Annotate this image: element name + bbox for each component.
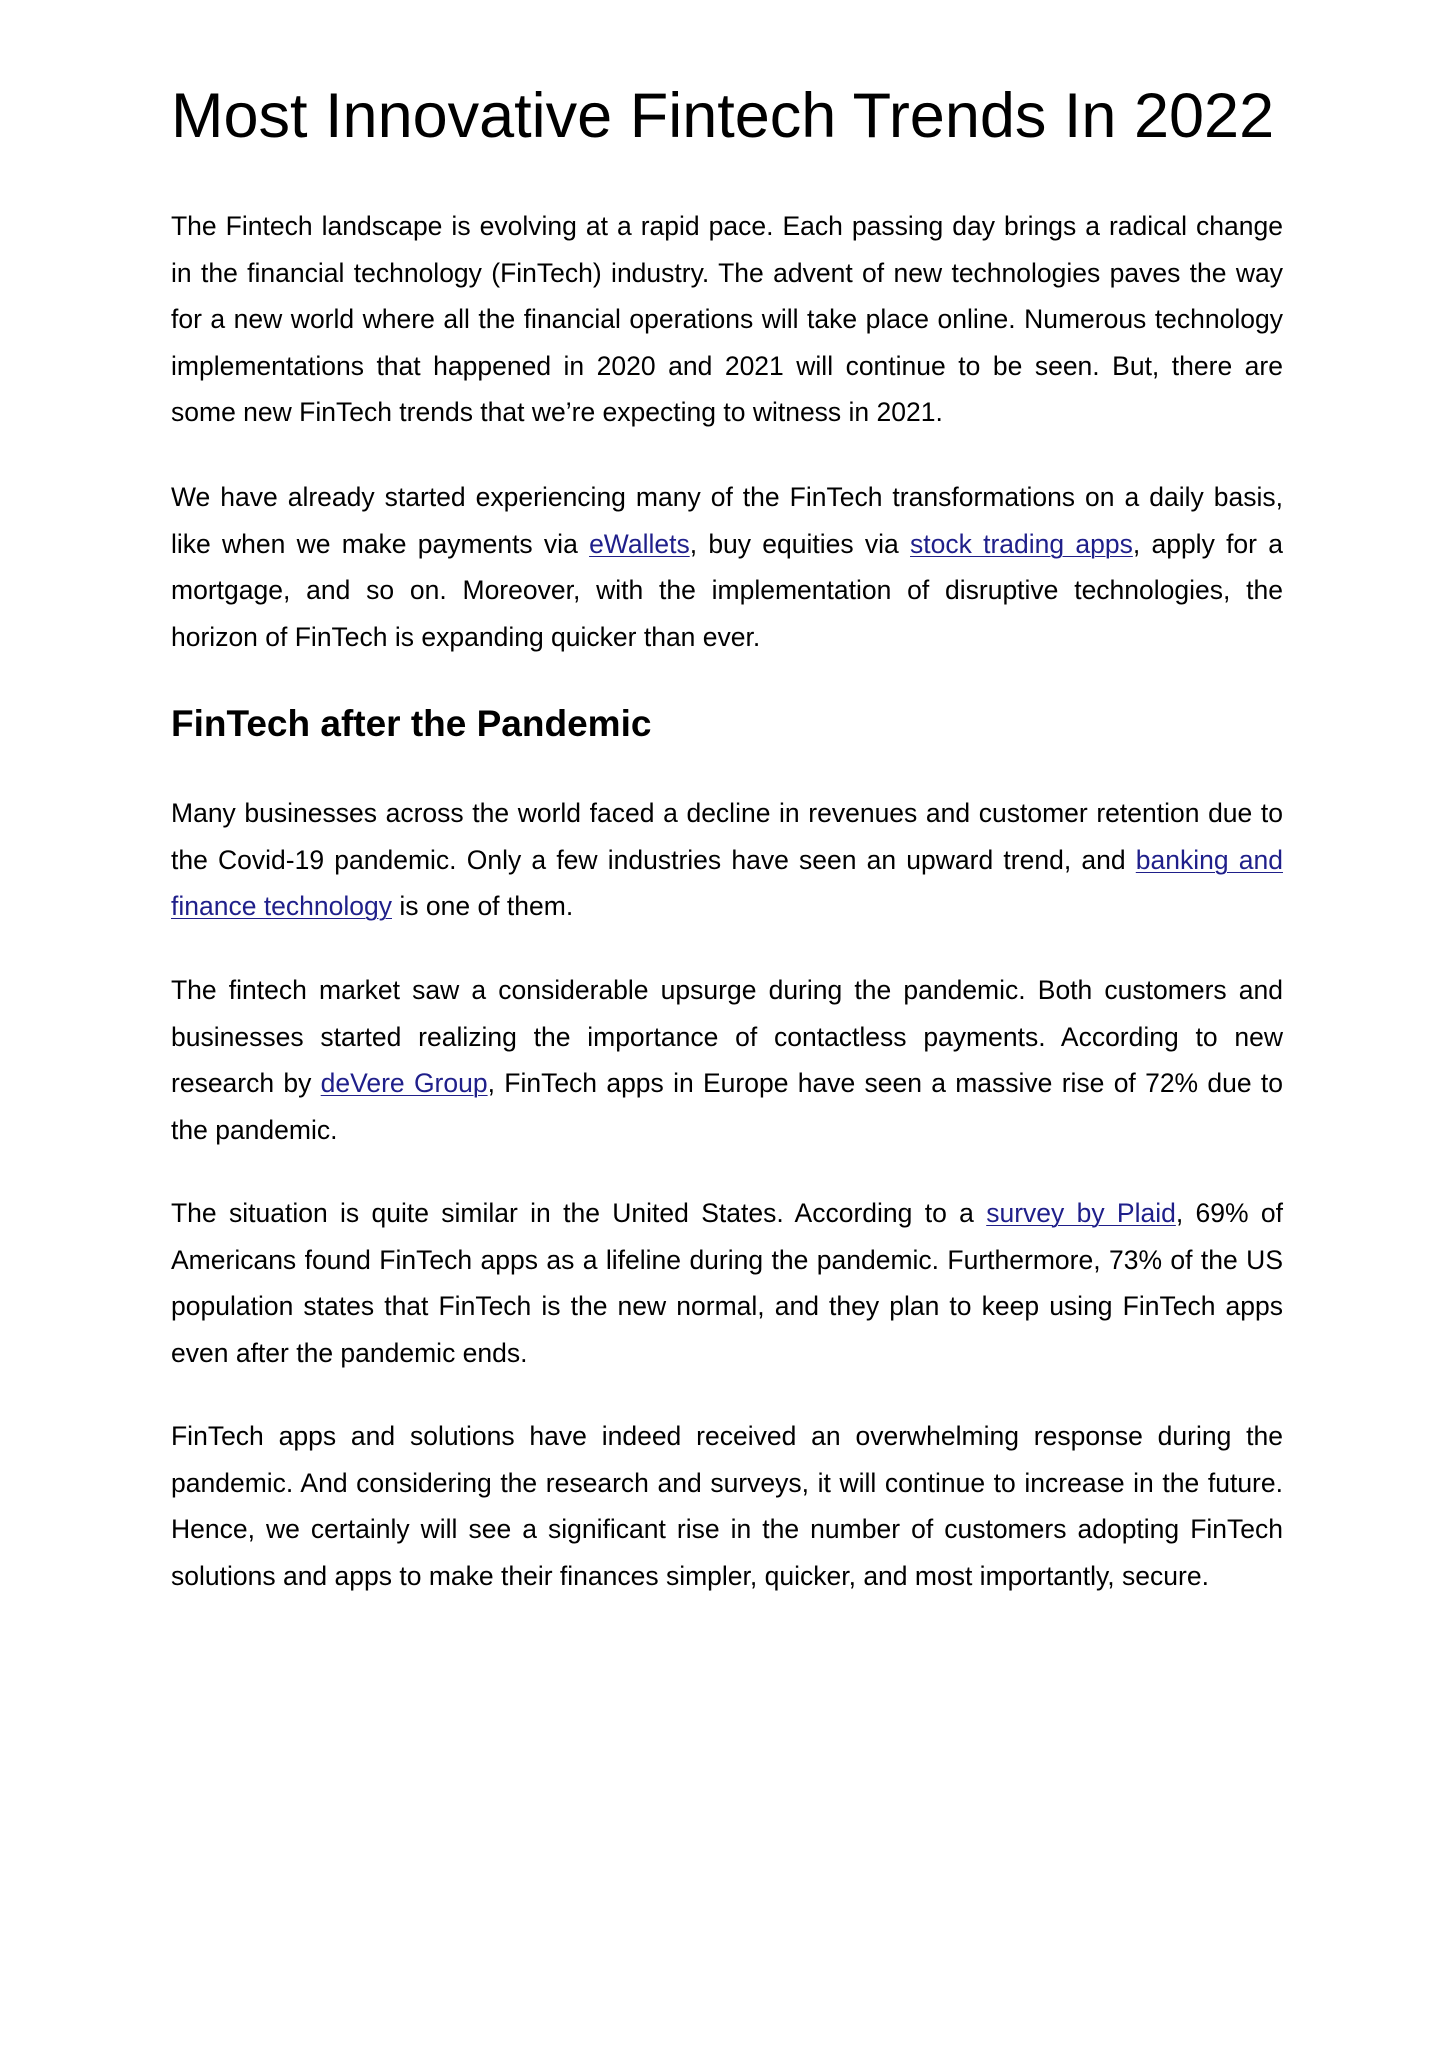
pandemic-paragraph-1 — [171, 790, 1283, 930]
intro-paragraph-2-text-b: , buy equities via — [689, 528, 911, 559]
pandemic-paragraph-3-text-b: , 69% of Americans found FinTech apps as a lifeline during the pandemic. Furthermore, 73% of the US population states that FinTech is the new normal, and they plan to keep using FinTech apps even after the pandemic ends. — [171, 1198, 1283, 1368]
pandemic-paragraph-3 — [171, 1190, 1283, 1376]
pandemic-paragraph-3-text-a: The situation is quite similar in the United States. According to a — [171, 1198, 987, 1228]
banking-finance-technology-link[interactable]: banking and finance technology — [171, 844, 1283, 922]
intro-paragraph-1-text: The Fintech landscape is evolving at a rapid pace. Each passing day brings a radical change in the financial technology (FinTech) industry. The advent of new technologies paves the way for a new world where all the financial operations will take place online. Numerous technology implementations that happened in 2020 and 2021 will continue to be seen. But, there are some new FinTech trends that we’re expecting to witness in 2021. — [171, 211, 1283, 428]
pandemic-paragraph-4 — [171, 1413, 1283, 1599]
devere-group-link[interactable]: deVere Group — [320, 1068, 488, 1099]
pandemic-paragraph-2-text-b: , FinTech apps in Europe have seen a massive rise of 72% due to the pandemic. — [171, 1068, 1283, 1145]
intro-paragraph-2-text-c: , apply for a mortgage, and so on. Moreover, with the implementation of disruptive technologies, the horizon of FinTech is expanding quicker than ever. — [171, 528, 1283, 652]
pandemic-paragraph-4-text: FinTech apps and solutions have indeed received an overwhelming response during the pandemic. And considering the research and surveys, it will continue to increase in the future. Hence, we certainly will see a significant rise in the number of customers adopting FinTech solutions and apps to make their finances simpler, quicker, and most importantly, secure. — [171, 1421, 1283, 1591]
intro-paragraph-2 — [171, 474, 1283, 660]
document-title: Most Innovative Fintech Trends In 2022 — [171, 81, 1275, 151]
ewallets-link[interactable]: eWallets — [589, 528, 690, 559]
pandemic-paragraph-2 — [171, 967, 1283, 1153]
pandemic-paragraph-1-text-a: Many businesses across the world faced a decline in revenues and customer retention due to the Covid-19 pandemic. Only a few industries have seen an upward trend, and — [171, 798, 1283, 875]
intro-paragraph-1 — [171, 203, 1283, 436]
intro-paragraph-2-text-a: We have already started experiencing many of the FinTech transformations on a daily basis, like when we make payments via — [171, 482, 1283, 559]
survey-by-plaid-link[interactable]: survey by Plaid — [986, 1198, 1176, 1228]
pandemic-paragraph-1-text-b: is one of them. — [392, 891, 574, 922]
section-heading: FinTech after the Pandemic — [171, 703, 652, 744]
pandemic-paragraph-2-text-a: The fintech market saw a considerable upsurge during the pandemic. Both customers and businesses started realizing the importance of contactless payments. According to new research by — [171, 975, 1283, 1099]
stock-trading-apps-link[interactable]: stock trading apps — [910, 528, 1133, 559]
